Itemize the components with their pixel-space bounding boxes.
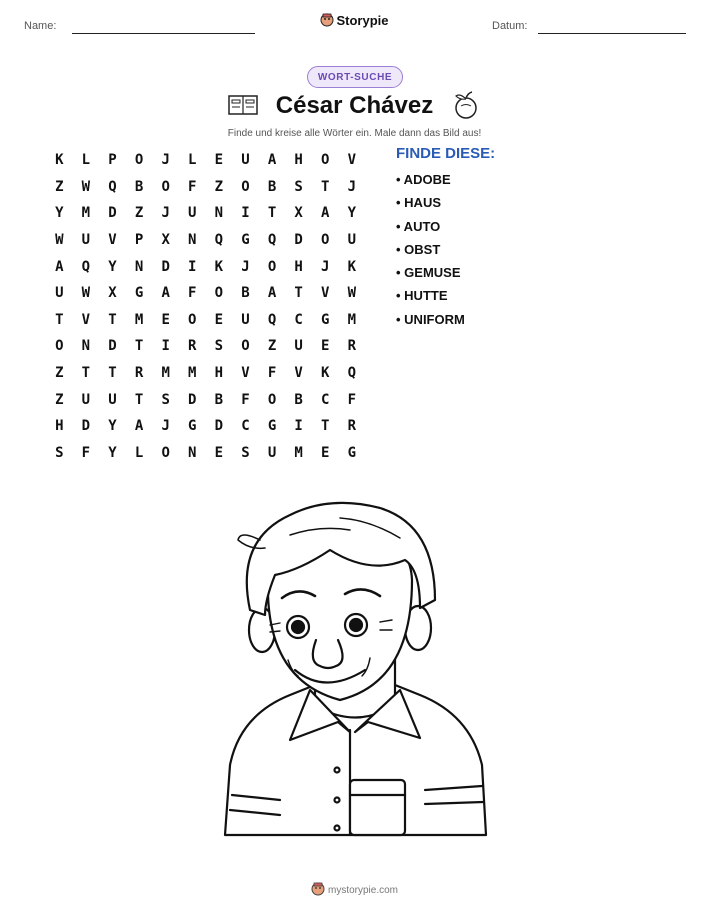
page-title: César Chávez (275, 92, 434, 119)
grid-letter[interactable]: B (214, 391, 224, 408)
grid-letter[interactable]: O (321, 152, 330, 169)
grid-letter[interactable]: F (188, 178, 197, 195)
grid-row (46, 333, 368, 360)
grid-letter[interactable]: O (188, 311, 197, 328)
grid-letter[interactable]: M (294, 444, 303, 461)
grid-letter[interactable]: M (81, 205, 91, 222)
grid-letter[interactable]: U (108, 391, 117, 408)
grid-letter[interactable]: Z (55, 365, 64, 382)
grid-letter[interactable]: D (188, 391, 197, 408)
grid-letter[interactable]: V (294, 365, 303, 382)
grid-letter[interactable]: Z (214, 178, 224, 195)
grid-letter[interactable]: B (241, 285, 250, 302)
grid-row (46, 280, 368, 307)
grid-letter[interactable]: Y (108, 418, 117, 435)
grid-letter[interactable]: B (267, 178, 277, 195)
grid-letter[interactable]: Z (267, 338, 277, 355)
grid-letter[interactable]: G (321, 311, 330, 328)
grid-letter[interactable]: D (81, 418, 91, 435)
grid-letter[interactable]: U (188, 205, 197, 222)
grid-letter[interactable]: V (347, 152, 357, 169)
footer-url[interactable]: mystorypie.com (327, 885, 398, 896)
word-list-title: FINDE DIESE: (396, 145, 496, 162)
grid-letter[interactable]: T (321, 178, 330, 195)
grid-letter[interactable]: K (321, 365, 330, 382)
grid-row (46, 227, 368, 254)
grid-letter[interactable]: G (134, 285, 144, 302)
grid-letter[interactable]: F (241, 391, 250, 408)
grid-letter[interactable]: U (294, 338, 303, 355)
grid-letter[interactable]: C (241, 418, 250, 435)
grid-letter[interactable]: V (321, 285, 330, 302)
grid-letter[interactable]: A (134, 418, 144, 435)
grid-letter[interactable]: O (241, 178, 250, 195)
grid-letter[interactable]: R (347, 418, 357, 435)
grid-letter[interactable]: W (347, 285, 357, 302)
grid-letter[interactable]: B (134, 178, 144, 195)
grid-letter[interactable]: V (241, 365, 250, 382)
grid-letter[interactable]: F (188, 285, 197, 302)
grid-letter[interactable]: L (81, 152, 91, 169)
grid-letter[interactable]: E (321, 444, 330, 461)
grid-row (46, 147, 368, 174)
grid-letter[interactable]: S (241, 444, 250, 461)
word-item: • HAUS (396, 195, 441, 211)
grid-letter[interactable]: O (55, 338, 64, 355)
grid-letter[interactable]: G (241, 232, 250, 249)
grid-letter[interactable]: I (161, 338, 170, 355)
grid-letter[interactable]: O (161, 444, 170, 461)
brand-name: Storypie (336, 13, 389, 28)
date-label: Datum: (492, 20, 528, 32)
word-item: • HUTTE (396, 288, 448, 304)
grid-letter[interactable]: N (81, 338, 91, 355)
word-item: • GEMUSE (396, 265, 461, 281)
grid-letter[interactable]: A (321, 205, 330, 222)
grid-letter[interactable]: D (294, 232, 303, 249)
grid-letter[interactable]: R (188, 338, 197, 355)
grid-letter[interactable]: O (267, 258, 277, 275)
grid-letter[interactable]: A (161, 285, 170, 302)
instructions: Finde und kreise alle Wörter ein. Male dann das Bild aus! (227, 128, 482, 139)
grid-letter[interactable]: F (267, 365, 277, 382)
grid-letter[interactable]: O (241, 338, 250, 355)
grid-letter[interactable]: W (55, 232, 64, 249)
coloring-portrait (220, 490, 490, 840)
grid-letter[interactable]: E (161, 311, 170, 328)
grid-letter[interactable]: D (108, 338, 117, 355)
grid-letter[interactable]: K (214, 258, 224, 275)
footer (0, 882, 709, 896)
grid-letter[interactable]: T (294, 285, 303, 302)
grid-letter[interactable]: Z (134, 205, 144, 222)
grid-letter[interactable]: X (108, 285, 117, 302)
grid-row (46, 307, 368, 334)
grid-letter[interactable]: Q (347, 365, 357, 382)
word-search-badge: WORT-SUCHE (307, 66, 403, 88)
grid-letter[interactable]: M (161, 365, 170, 382)
grid-letter[interactable]: G (347, 444, 357, 461)
grid-letter[interactable]: E (214, 152, 224, 169)
grid-letter[interactable]: V (108, 232, 117, 249)
grid-letter[interactable]: I (188, 258, 197, 275)
grid-letter[interactable]: V (81, 311, 91, 328)
grid-letter[interactable]: J (241, 258, 250, 275)
grid-letter[interactable]: Q (214, 232, 224, 249)
grid-letter[interactable]: S (55, 444, 64, 461)
grid-letter[interactable]: T (81, 365, 91, 382)
grid-letter[interactable]: E (214, 311, 224, 328)
grid-letter[interactable]: F (347, 391, 357, 408)
grid-letter[interactable]: I (294, 418, 303, 435)
grid-letter[interactable]: Z (55, 391, 64, 408)
grid-letter[interactable]: N (188, 444, 197, 461)
grid-letter[interactable]: H (294, 258, 303, 275)
grid-letter[interactable]: R (347, 338, 357, 355)
word-item: • UNIFORM (396, 311, 465, 327)
grid-letter[interactable]: J (321, 258, 330, 275)
grid-letter[interactable]: D (214, 418, 224, 435)
grid-letter[interactable]: R (134, 365, 144, 382)
grid-letter[interactable]: W (81, 178, 91, 195)
grid-letter[interactable]: W (81, 285, 91, 302)
grid-letter[interactable]: D (108, 205, 117, 222)
grid-letter[interactable]: J (161, 152, 170, 169)
grid-letter[interactable]: T (321, 418, 330, 435)
grid-letter[interactable]: Y (347, 205, 357, 222)
grid-letter[interactable]: K (55, 152, 64, 169)
grid-letter[interactable]: O (267, 391, 277, 408)
grid-letter[interactable]: G (267, 418, 277, 435)
grid-letter[interactable]: J (161, 418, 170, 435)
grid-letter[interactable]: S (161, 391, 170, 408)
letter-grid (46, 147, 368, 466)
grid-letter[interactable]: B (294, 391, 303, 408)
grid-letter[interactable]: N (188, 232, 197, 249)
grid-letter[interactable]: H (214, 365, 224, 382)
grid-letter[interactable]: T (134, 338, 144, 355)
storypie-logo (0, 13, 709, 28)
grid-letter[interactable]: L (134, 444, 144, 461)
grid-letter[interactable]: E (321, 338, 330, 355)
grid-letter[interactable]: U (81, 391, 91, 408)
grid-row (46, 413, 368, 440)
grid-letter[interactable]: C (294, 311, 303, 328)
grid-letter[interactable]: G (188, 418, 197, 435)
grid-letter[interactable]: Y (108, 444, 117, 461)
grid-letter[interactable]: U (241, 311, 250, 328)
grid-letter[interactable]: Q (108, 178, 117, 195)
grid-letter[interactable]: O (321, 232, 330, 249)
grid-letter[interactable]: M (134, 311, 144, 328)
grid-letter[interactable]: C (321, 391, 330, 408)
word-item: • OBST (396, 241, 441, 257)
grid-letter[interactable]: O (134, 152, 144, 169)
mascot-icon (320, 13, 334, 27)
grid-letter[interactable]: N (134, 258, 144, 275)
grid-letter[interactable]: A (267, 152, 277, 169)
grid-letter[interactable]: T (108, 311, 117, 328)
grid-letter[interactable]: P (134, 232, 144, 249)
fruit-icon (452, 90, 480, 120)
grid-letter[interactable]: Z (55, 178, 64, 195)
grid-letter[interactable]: S (214, 338, 224, 355)
grid-letter[interactable]: M (347, 311, 357, 328)
grid-letter[interactable]: K (347, 258, 357, 275)
grid-letter[interactable]: Q (81, 258, 91, 275)
grid-row (46, 253, 368, 280)
grid-letter[interactable]: J (347, 178, 357, 195)
grid-letter[interactable]: A (267, 285, 277, 302)
word-list (396, 171, 465, 334)
word-item: • AUTO (396, 218, 441, 234)
grid-letter[interactable]: O (161, 178, 170, 195)
grid-letter[interactable]: U (347, 232, 357, 249)
grid-row (46, 386, 368, 413)
grid-letter[interactable]: D (161, 258, 170, 275)
grid-letter[interactable]: U (241, 152, 250, 169)
grid-letter[interactable]: P (108, 152, 117, 169)
grid-letter[interactable]: U (267, 444, 277, 461)
grid-letter[interactable]: M (188, 365, 197, 382)
grid-letter[interactable]: T (134, 391, 144, 408)
grid-letter[interactable]: F (81, 444, 91, 461)
grid-letter[interactable]: E (214, 444, 224, 461)
grid-row (46, 200, 368, 227)
grid-letter[interactable]: J (161, 205, 170, 222)
grid-letter[interactable]: U (55, 285, 64, 302)
grid-letter[interactable]: X (161, 232, 170, 249)
grid-row (46, 440, 368, 467)
grid-letter[interactable]: H (294, 152, 303, 169)
grid-letter[interactable]: O (214, 285, 224, 302)
name-label: Name: (24, 20, 57, 32)
grid-letter[interactable]: T (108, 365, 117, 382)
grid-letter[interactable]: Q (267, 311, 277, 328)
grid-letter[interactable]: S (294, 178, 303, 195)
grid-letter[interactable]: N (214, 205, 224, 222)
grid-letter[interactable]: Y (108, 258, 117, 275)
grid-letter[interactable]: L (188, 152, 197, 169)
grid-letter[interactable]: A (55, 258, 64, 275)
grid-letter[interactable]: X (294, 205, 303, 222)
grid-letter[interactable]: Q (267, 232, 277, 249)
grid-letter[interactable]: T (55, 311, 64, 328)
word-item: • ADOBE (396, 172, 451, 187)
mascot-icon (311, 882, 325, 896)
date-line[interactable] (538, 33, 686, 34)
grid-letter[interactable]: H (55, 418, 64, 435)
grid-letter[interactable]: T (267, 205, 277, 222)
grid-letter[interactable]: I (241, 205, 250, 222)
grid-letter[interactable]: U (81, 232, 91, 249)
grid-row (46, 174, 368, 201)
grid-row (46, 360, 368, 387)
grid-letter[interactable]: Y (55, 205, 64, 222)
name-line[interactable] (72, 33, 255, 34)
